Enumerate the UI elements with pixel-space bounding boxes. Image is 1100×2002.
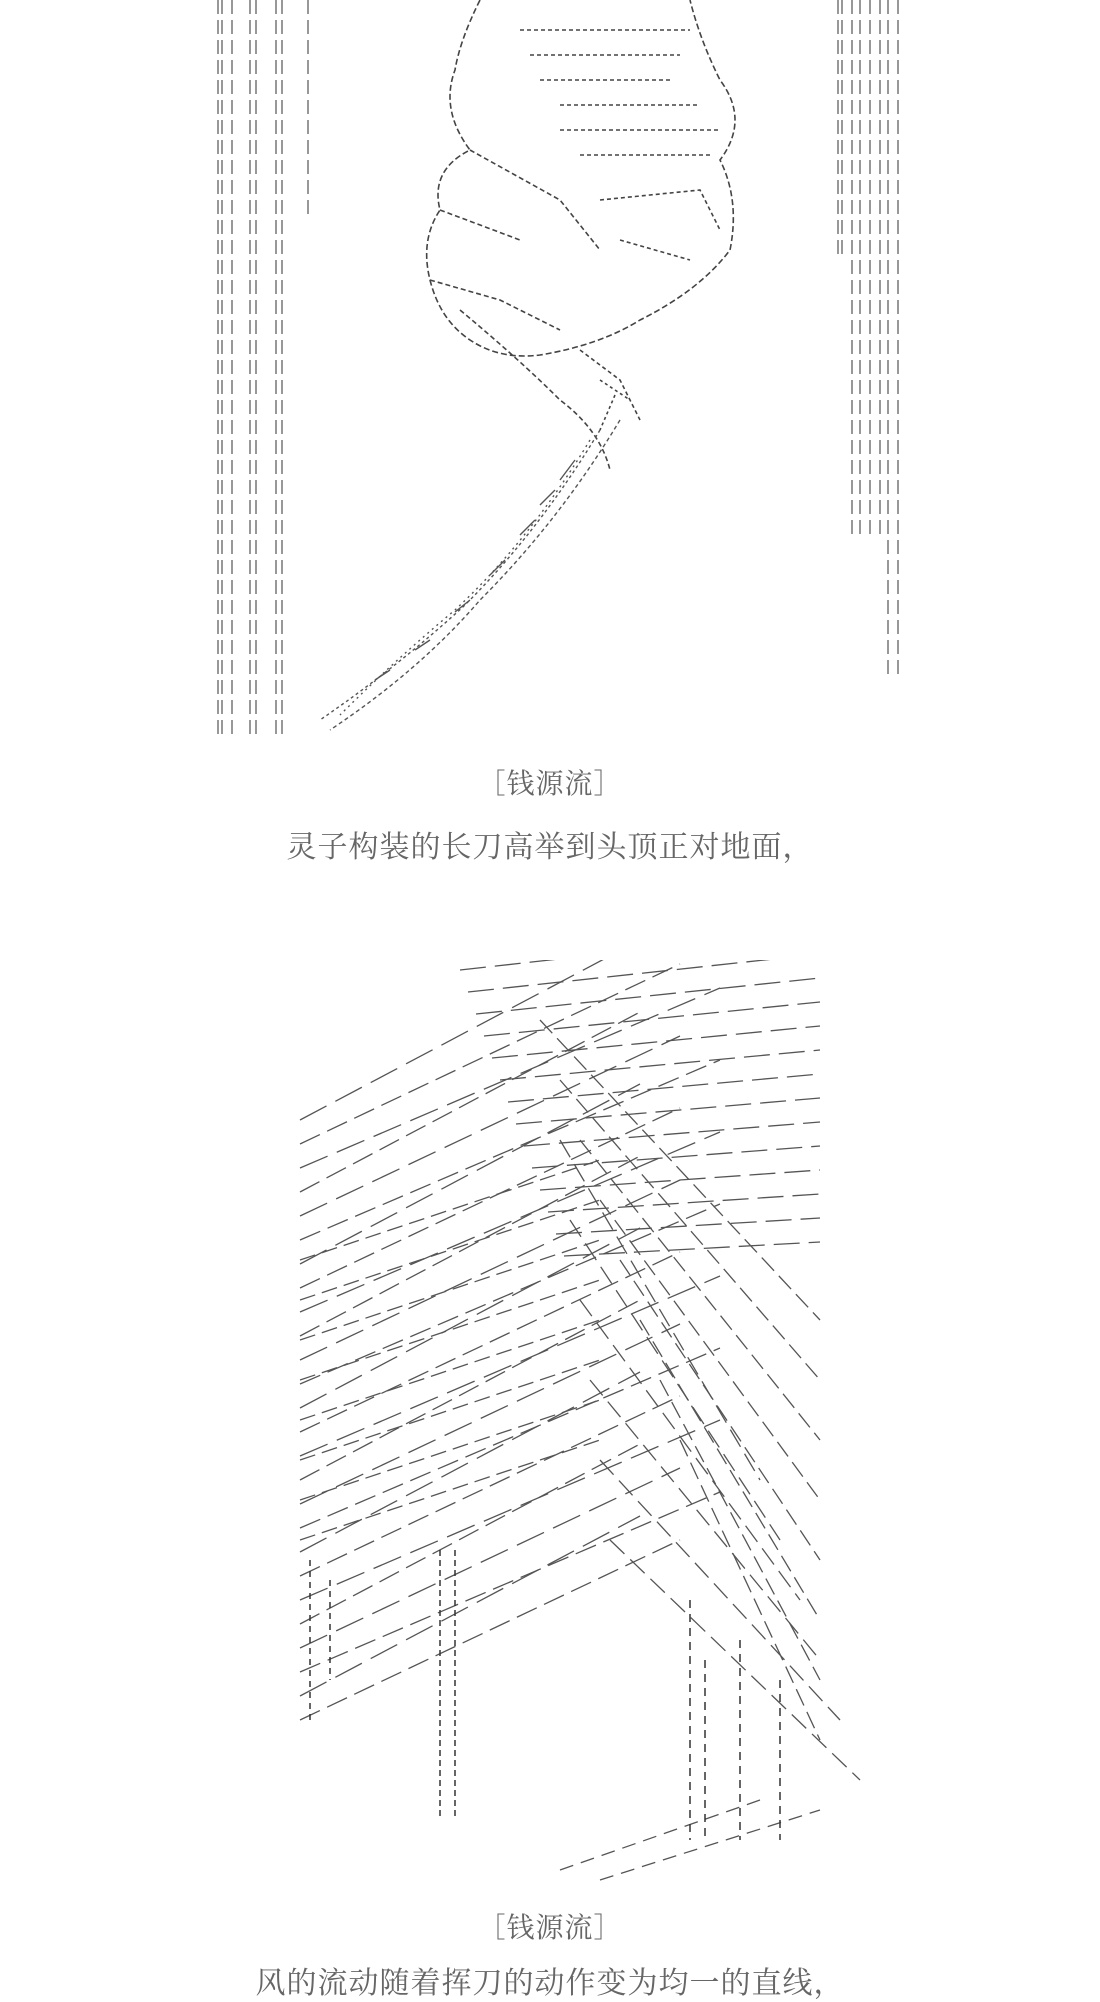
ascii-art-wind-slash xyxy=(0,960,1100,1890)
speaker-name: ［钱源流］ xyxy=(477,1911,623,1944)
dialogue-line: 风的流动随着挥刀的动作变为均一的直线， xyxy=(255,1966,845,2001)
dialogue-line: 灵子构装的长刀高举到头顶正对地面， xyxy=(286,830,814,865)
ascii-art-figure-with-sword xyxy=(0,0,1100,740)
speaker-name: ［钱源流］ xyxy=(477,767,623,800)
